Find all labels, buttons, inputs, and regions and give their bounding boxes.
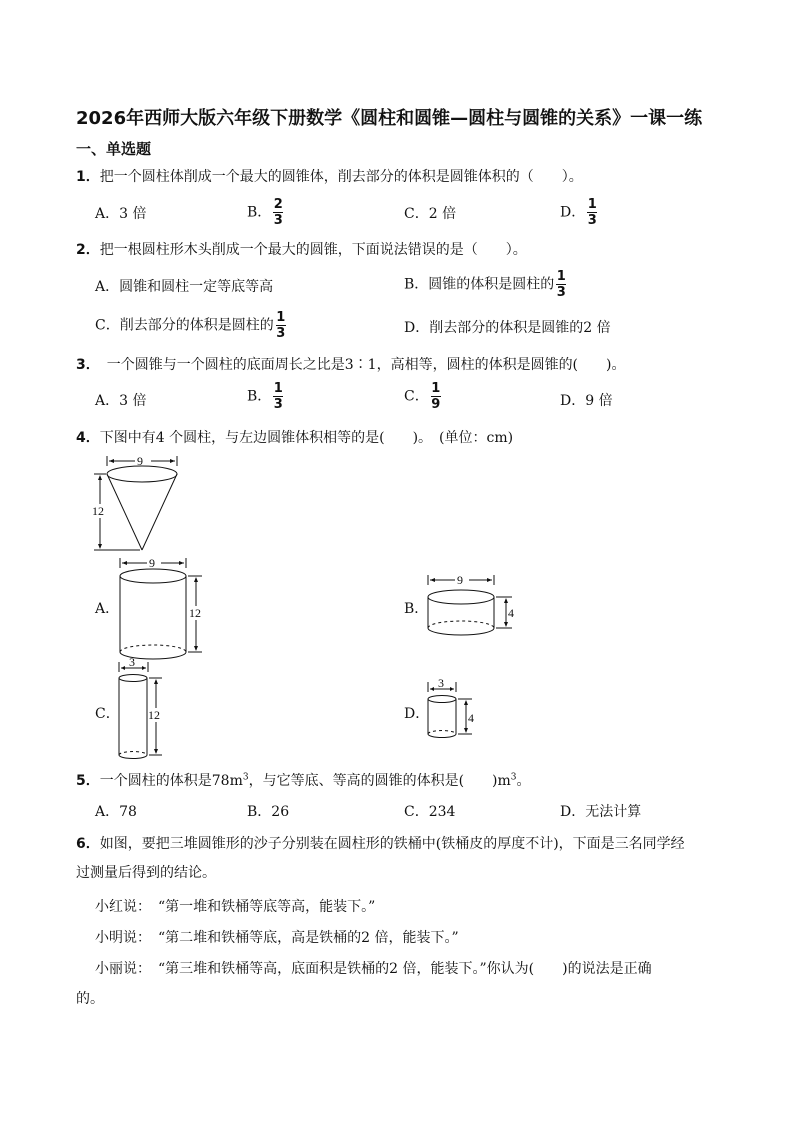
- cone-figure: [90, 452, 190, 554]
- q4-option-b[interactable]: B．: [404, 601, 429, 617]
- superscript: 3: [242, 772, 249, 783]
- fraction: $\frac{1}{9}$: [431, 381, 441, 412]
- question-6: [76, 833, 685, 853]
- question-5: [76, 770, 531, 790]
- fraction: $\frac{1}{3}$: [276, 310, 286, 341]
- question-text: 一个圆锥与一个圆柱的底面周长之比是3∶1，高相等，圆柱的体积是圆锥的( )。: [92, 357, 626, 373]
- question-2: [76, 239, 527, 259]
- q3-option-a[interactable]: A．3 倍: [95, 393, 147, 409]
- cylinder-d-diameter-label: 3: [438, 676, 444, 690]
- question-text: 如图，要把三堆圆锥形的沙子分别装在圆柱形的铁桶中(铁桶皮的厚度不计)，下面是三名同学经: [99, 836, 685, 852]
- q2-option-a[interactable]: A．圆锥和圆柱一定等底等高: [95, 279, 274, 295]
- section-heading: 一、单选题: [76, 140, 152, 158]
- option-label: B．: [247, 204, 272, 221]
- question-4: [76, 427, 513, 447]
- statement-xiaoming: 小明说： “第二堆和铁桶等底，高是铁桶的2 倍，能装下。”: [95, 930, 459, 946]
- q5-option-a[interactable]: A．78: [95, 804, 137, 820]
- statement-xiaohong: 小红说： “第一堆和铁桶等底等高，能装下。”: [95, 899, 376, 915]
- question-number: 1．: [76, 169, 100, 185]
- cylinder-c-height-label: 12: [148, 708, 160, 722]
- cylinder-c-figure: [112, 656, 172, 764]
- cylinder-a-figure: [112, 556, 212, 666]
- q1-option-b[interactable]: [247, 198, 283, 227]
- option-label: C．削去部分的体积是圆柱的: [95, 317, 274, 334]
- q3-option-b[interactable]: [247, 382, 283, 411]
- q5-option-b[interactable]: B．26: [247, 804, 290, 820]
- q4-option-c[interactable]: C．: [95, 706, 120, 722]
- question-number: 6．: [76, 836, 100, 852]
- cylinder-b-diameter-label: 9: [457, 573, 463, 587]
- superscript: 3: [510, 772, 517, 783]
- statement-xiaoli-end: 的。: [76, 991, 104, 1007]
- cylinder-d-figure: [422, 676, 482, 744]
- question-6-line2: 过测量后得到的结论。: [76, 865, 216, 881]
- cylinder-a-height-label: 12: [189, 606, 201, 620]
- fraction: $\frac{1}{3}$: [556, 269, 566, 300]
- statement-xiaoli: 小丽说： “第三堆和铁桶等高，底面积是铁桶的2 倍，能装下。”你认为( )的说法是正确: [95, 961, 652, 977]
- cone-height-label: 12: [92, 504, 104, 518]
- cylinder-d-height-label: 4: [468, 711, 474, 725]
- fraction: $\frac{1}{3}$: [587, 197, 597, 228]
- cone-diameter-label: 9: [137, 454, 143, 468]
- cylinder-b-height-label: 4: [508, 606, 514, 620]
- option-label: D．: [560, 204, 586, 221]
- question-3: [76, 354, 626, 374]
- question-text: 把一根圆柱形木头削成一个最大的圆锥，下面说法错误的是（ ）。: [99, 242, 527, 258]
- question-number: 5．: [76, 773, 100, 789]
- question-number: 4．: [76, 430, 100, 446]
- question-text-end: 。: [516, 773, 531, 789]
- q4-option-a[interactable]: A．: [95, 601, 120, 617]
- q5-option-c[interactable]: C．234: [404, 804, 456, 820]
- option-label: C．: [404, 388, 429, 405]
- q4-option-d[interactable]: D．: [404, 706, 430, 722]
- question-text: 把一个圆柱体削成一个最大的圆锥体，削去部分的体积是圆锥体积的（ ）。: [99, 169, 583, 185]
- fraction: $\frac{1}{3}$: [273, 381, 283, 412]
- q5-option-d[interactable]: D．无法计算: [560, 804, 642, 820]
- q1-option-c[interactable]: C．2 倍: [404, 206, 457, 222]
- q1-option-a[interactable]: A．3 倍: [95, 206, 147, 222]
- page-title: 2026年西师大版六年级下册数学《圆柱和圆锥—圆柱与圆锥的关系》一课一练: [76, 108, 703, 129]
- q3-option-d[interactable]: D．9 倍: [560, 393, 613, 409]
- option-label: B．圆锥的体积是圆柱的: [404, 276, 555, 293]
- question-number: 2．: [76, 242, 100, 258]
- q2-option-b[interactable]: [404, 270, 566, 299]
- question-text: 一个圆柱的体积是78m: [99, 773, 243, 789]
- q2-option-c[interactable]: [95, 311, 286, 340]
- question-1: [76, 166, 583, 186]
- q3-option-c[interactable]: [404, 382, 441, 411]
- q2-option-d[interactable]: D．削去部分的体积是圆锥的2 倍: [404, 320, 611, 336]
- cylinder-a-diameter-label: 9: [149, 556, 155, 570]
- option-label: B．: [247, 388, 272, 405]
- question-text-cont: ，与它等底、等高的圆锥的体积是( )m: [248, 773, 511, 789]
- cylinder-b-figure: [422, 573, 522, 643]
- fraction: $\frac{2}{3}$: [273, 197, 283, 228]
- q1-option-d[interactable]: [560, 198, 597, 227]
- question-text: 下图中有4 个圆柱，与左边圆锥体积相等的是( )。 (单位：cm): [99, 430, 514, 446]
- cylinder-c-diameter-label: 3: [129, 656, 135, 669]
- question-number: 3．: [76, 357, 93, 373]
